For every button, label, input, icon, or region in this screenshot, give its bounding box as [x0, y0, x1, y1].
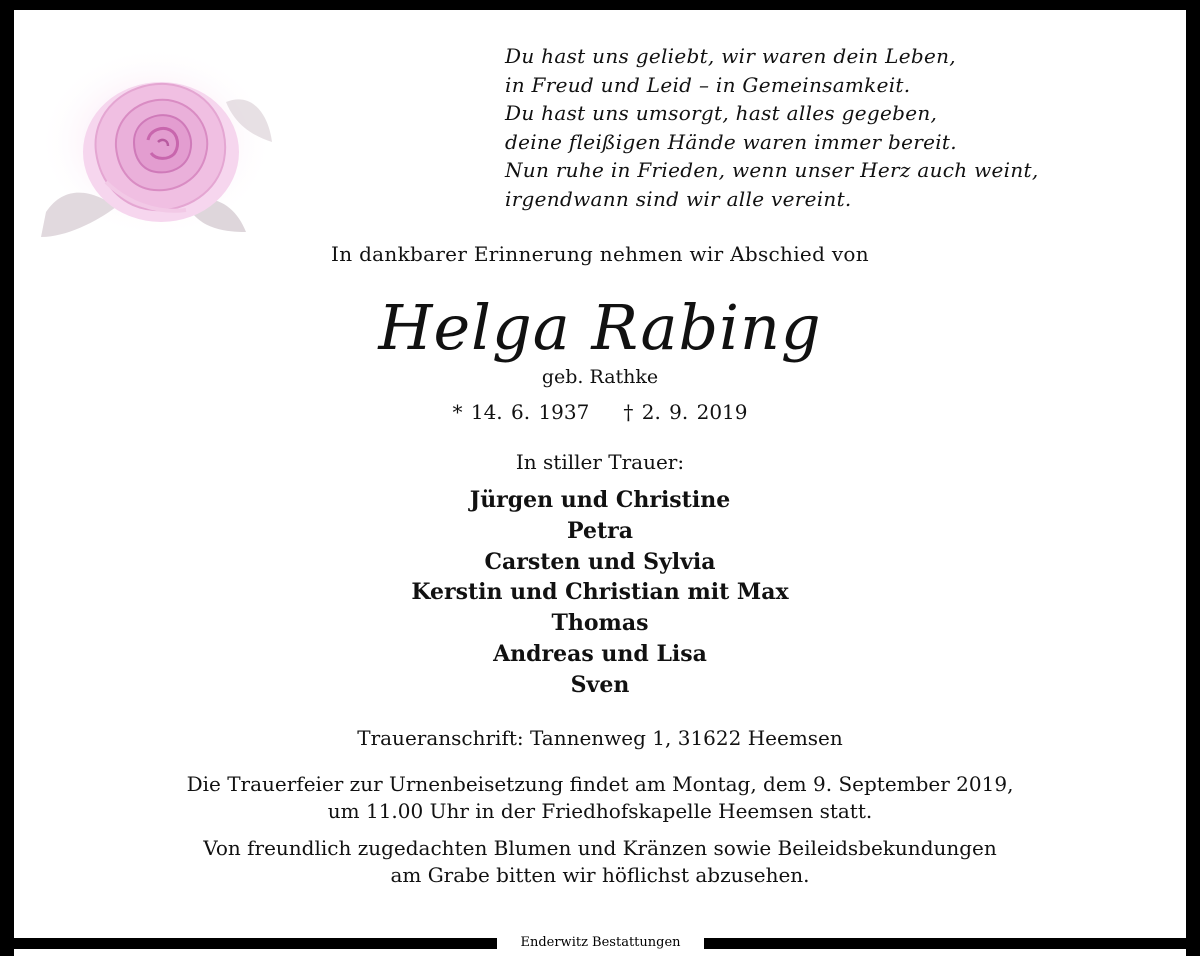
rose-illustration — [36, 42, 274, 240]
mourners-list — [0, 485, 1200, 701]
poem-line: Nun ruhe in Frieden, wenn unser Herz auch weint, — [505, 158, 1039, 182]
mourner: Carsten und Sylvia — [484, 548, 716, 575]
mourner: Andreas und Lisa — [493, 640, 707, 667]
poem-line: in Freud und Leid – in Gemeinsamkeit. — [505, 72, 911, 97]
mourner: Jürgen und Christine — [469, 487, 731, 513]
ceremony-notice — [0, 771, 1200, 825]
ceremony-line: um 11.00 Uhr in der Friedhofskapelle Heemsen statt. — [327, 799, 873, 823]
mourning-address: Traueranschrift: Tannenweg 1, 31622 Heemsen — [357, 726, 843, 750]
ceremony-line: Die Trauerfeier zur Urnenbeisetzung findet am Montag, dem 9. September 2019, — [186, 772, 1014, 796]
mourner: Thomas — [551, 610, 649, 637]
request-line: am Grabe bitten wir höflichst abzusehen. — [390, 863, 810, 887]
life-dates — [0, 400, 1200, 424]
bottom-border-left — [0, 938, 497, 949]
born-name: geb. Rathke — [541, 366, 659, 388]
death-date: † 2. 9. 2019 — [623, 400, 748, 424]
funeral-home-credit: Enderwitz Bestattungen — [520, 935, 681, 950]
mourner: Petra — [567, 517, 633, 544]
birth-date: * 14. 6. 1937 — [452, 400, 590, 424]
flowers-request — [0, 835, 1200, 889]
intro-text: In dankbarer Erinnerung nehmen wir Abschied von — [331, 242, 869, 266]
poem-line: Du hast uns umsorgt, hast alles gegeben, — [505, 101, 938, 125]
mourner: Sven — [570, 671, 630, 698]
poem — [505, 42, 1145, 213]
mourning-label: In stiller Trauer: — [515, 450, 685, 474]
poem-line: irgendwann sind wir alle vereint. — [505, 186, 852, 211]
bottom-border-right — [704, 938, 1200, 949]
mourner: Kerstin und Christian mit Max — [411, 579, 789, 606]
request-line: Von freundlich zugedachten Blumen und Kränzen sowie Beileidsbekundungen — [203, 836, 997, 860]
poem-line: deine fleißigen Hände waren immer bereit. — [505, 129, 957, 154]
deceased-name: Helga Rabing — [378, 291, 822, 364]
poem-line: Du hast uns geliebt, wir waren dein Leben, — [505, 44, 956, 68]
